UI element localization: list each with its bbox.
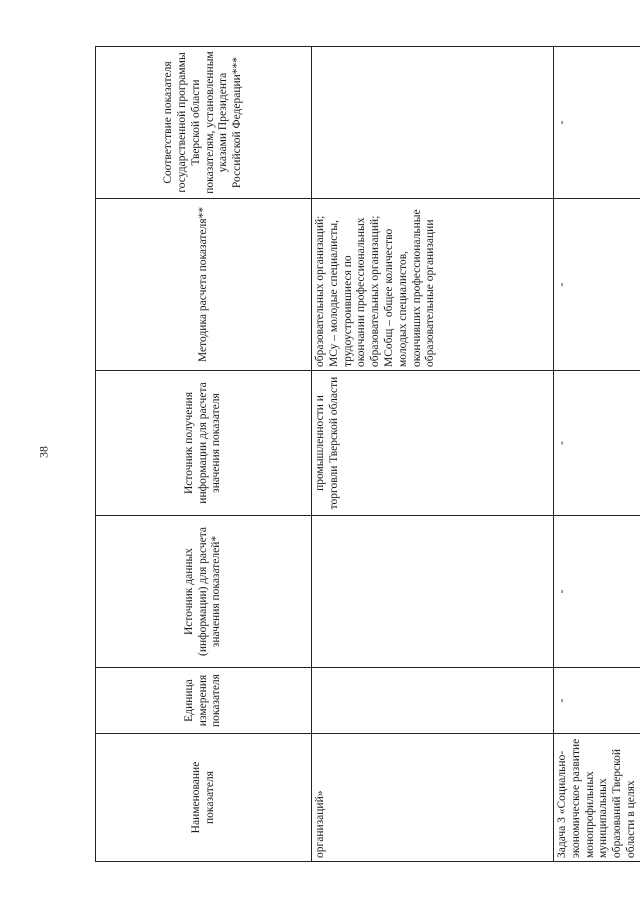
indicator-table [95, 46, 640, 862]
page-number: 38 [36, 446, 51, 458]
header-indicator-name: Наименование показателя [96, 734, 312, 862]
table-header-row [96, 47, 312, 862]
cell-compliance [312, 47, 554, 199]
cell-data-source: - [554, 516, 640, 668]
header-calculation-method: Методика расчета показателя** [96, 199, 312, 371]
cell-indicator-name: Задача 3 «Социально-экономическое развитие монопрофильных муниципальных образований Тверской области в целях [554, 734, 640, 862]
rotated-table-container [95, 47, 637, 862]
table-row [312, 47, 554, 862]
cell-data-source [312, 516, 554, 668]
header-info-source: Источник получения информации для расчета значения показателя [96, 371, 312, 516]
cell-unit: - [554, 668, 640, 734]
cell-info-source: промышленности и торговли Тверской области [312, 371, 554, 516]
header-data-source: Источник данных (информации) для расчета значения показателей* [96, 516, 312, 668]
cell-info-source: - [554, 371, 640, 516]
cell-indicator-name: организаций» [312, 734, 554, 862]
header-presidential-compliance: Соответствие показателя государственной программы Тверской области показателям, установленным указами Президента Российской Федерации*** [96, 47, 312, 199]
cell-calculation-method: - [554, 199, 640, 371]
cell-compliance: - [554, 47, 640, 199]
cell-calculation-method: образовательных организаций; МСу – молодые специалисты, трудоустроившиеся по окончании профессиональных образовательных организаций; МСобщ – общее количество молодых специалистов, окончивших профессиональные образовательные организации [312, 199, 554, 371]
cell-unit [312, 668, 554, 734]
table-row [554, 47, 640, 862]
header-unit: Единица измерения показателя [96, 668, 312, 734]
